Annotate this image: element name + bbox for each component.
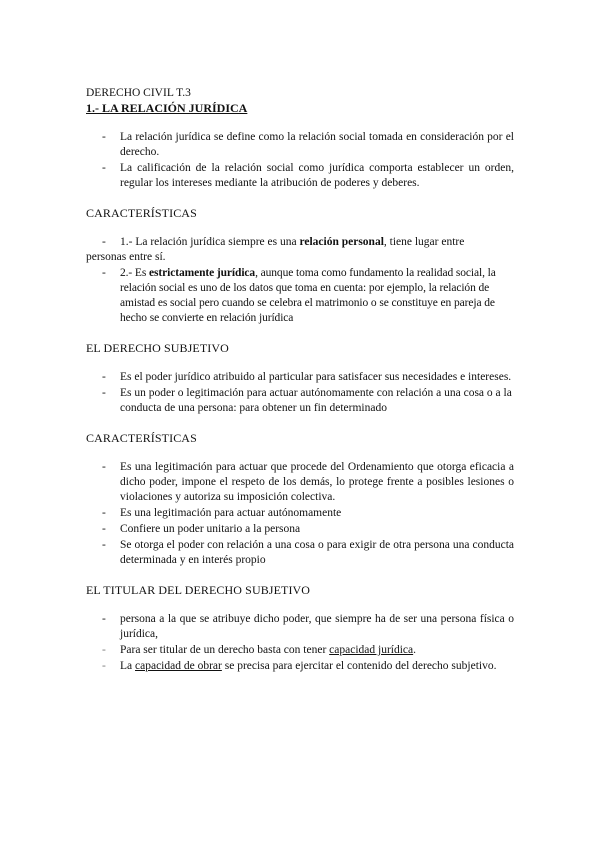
list-item-text: , aunque toma como fundamento la realidad social, la relación social es uno de los datos que toma en cuenta: por ejemplo, la relación de amistad es social pero cuando se celebra el matrimonio o se constituye en pareja de hecho se convierte en relación jurídica xyxy=(120,267,496,324)
list-item-text: se precisa para ejercitar el contenido del derecho subjetivo. xyxy=(221,660,497,672)
list-item-text: La xyxy=(120,660,136,672)
caracteristicas-2-list xyxy=(86,460,514,568)
bullet-dash: - xyxy=(102,371,106,383)
list-item xyxy=(86,370,514,385)
list-item-text: Se otorga el poder con relación a una cosa o para exigir de otra persona una conducta determinada y en interés propio xyxy=(120,539,514,566)
list-item xyxy=(86,612,514,642)
list-item-text: Es una legitimación para actuar autónomamente xyxy=(120,507,342,519)
heading-titular: EL TITULAR DEL DERECHO SUBJETIVO xyxy=(86,583,311,597)
underlined-term: capacidad de obrar xyxy=(135,660,222,672)
bold-term: relación personal xyxy=(299,236,384,248)
titular-list xyxy=(86,612,514,674)
bullet-dash: - xyxy=(102,523,106,535)
derecho-subjetivo-list xyxy=(86,370,514,416)
caracteristicas-list xyxy=(86,235,514,326)
heading-caracteristicas-2: CARACTERÍSTICAS xyxy=(86,431,197,445)
intro-list xyxy=(86,130,514,191)
list-item-text: , tiene lugar entre xyxy=(383,236,465,248)
bullet-dash: - xyxy=(102,644,106,656)
bullet-dash: - xyxy=(102,162,106,174)
section-title: 1.- LA RELACIÓN JURÍDICA xyxy=(86,101,248,115)
list-item-text: Es el poder jurídico atribuido al particular para satisfacer sus necesidades e intereses. xyxy=(120,371,512,383)
bullet-dash: - xyxy=(102,131,106,143)
list-item xyxy=(86,161,514,191)
list-item xyxy=(86,538,514,568)
list-item xyxy=(86,235,514,265)
list-item-text: Es un poder o legitimación para actuar autónomamente con relación a una cosa o a la conducta de una persona: para obtener un fin determinado xyxy=(120,387,512,414)
underlined-term: capacidad jurídica xyxy=(329,644,414,656)
list-item-text: 1.- La relación jurídica siempre es una xyxy=(120,236,300,248)
list-item-text: La relación jurídica se define como la relación social tomada en consideración por el derecho. xyxy=(120,131,514,158)
list-item-text: . xyxy=(413,644,416,656)
list-item xyxy=(86,643,514,658)
bold-term: estrictamente jurídica xyxy=(149,267,256,279)
list-item-text: 2.- Es xyxy=(120,267,150,279)
bullet-dash: - xyxy=(102,236,106,248)
document-title: DERECHO CIVIL T.3 xyxy=(86,87,191,99)
heading-caracteristicas: CARACTERÍSTICAS xyxy=(86,206,197,220)
list-item xyxy=(86,460,514,505)
list-item xyxy=(86,659,514,674)
list-item xyxy=(86,266,514,326)
list-item xyxy=(86,386,514,416)
bullet-dash: - xyxy=(102,539,106,551)
bullet-dash: - xyxy=(102,613,106,625)
list-item xyxy=(86,130,514,160)
bullet-dash: - xyxy=(102,387,106,399)
bullet-dash: - xyxy=(102,461,106,473)
bullet-dash: - xyxy=(102,507,106,519)
document-content xyxy=(86,86,514,675)
list-item-text: Es una legitimación para actuar que procede del Ordenamiento que otorga eficacia a dicho poder, impone el respeto de los demás, lo protege frente a posibles lesiones o violaciones y autoriza su imposición colectiva. xyxy=(120,461,514,503)
list-item-text: La calificación de la relación social como jurídica comporta establecer un orden, regular los intereses mediante la atribución de poderes y deberes. xyxy=(120,162,514,189)
list-item-text: Para ser titular de un derecho basta con tener xyxy=(120,644,330,656)
heading-derecho-subjetivo: EL DERECHO SUBJETIVO xyxy=(86,341,229,355)
list-item-text: Confiere un poder unitario a la persona xyxy=(120,523,301,535)
list-item xyxy=(86,522,514,537)
list-item-text: persona a la que se atribuye dicho poder, que siempre ha de ser una persona física o jurídica, xyxy=(120,613,514,640)
list-item xyxy=(86,506,514,521)
list-item-text: personas entre sí. xyxy=(86,251,166,263)
bullet-dash: - xyxy=(102,660,106,672)
bullet-dash: - xyxy=(102,267,106,279)
